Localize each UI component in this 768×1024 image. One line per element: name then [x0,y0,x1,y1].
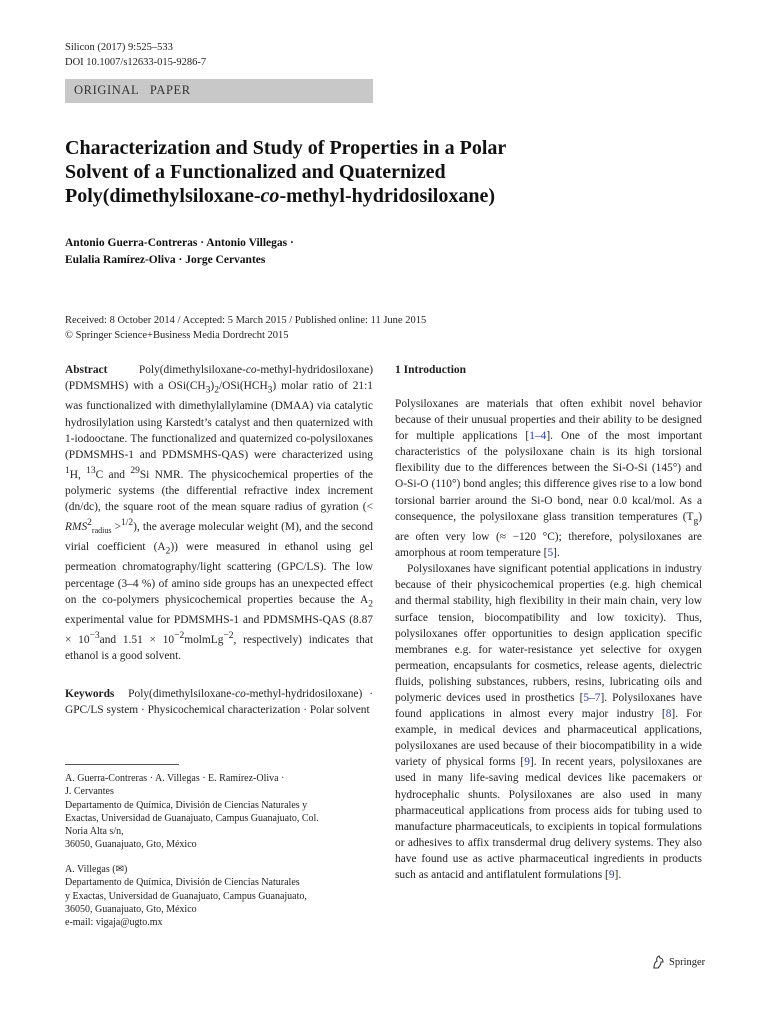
citation-link[interactable]: 9 [524,756,530,769]
publication-history [65,313,426,343]
citation-link[interactable]: 5–7 [583,691,601,704]
affiliation-block-1 [65,772,373,852]
title-line-3: Poly(dimethylsiloxane-co-methyl-hydridosiloxane) [65,185,495,207]
publisher-name: Springer [669,956,706,968]
authors-line-1: Antonio Guerra-Contreras · Antonio Villegas · [65,237,294,249]
citation-link[interactable]: 8 [665,708,672,721]
keywords: Keywords Poly(dimethylsiloxane-co-methyl-hydridosiloxane) · GPC/LS system · Physicochemical characterization · Polar solvent [65,688,373,717]
intro-paragraph-2: Polysiloxanes have significant potential applications in industry because of their physicochemical properties (e.g. high chemical and thermal stability, high flexibility in their main chain, very low surface tension, biocompatibility and low toxicity). Thus, polysiloxanes offer opportunities to design application specific membranes e.g. for water-resistance yet selective for oxygen permeation, encapsulants for cosmetics, release agents, dielectric fluids, polishing substances, rubbers, resins, lubricating oils and polymeric devices used in prosthetics [5–7]. Polysiloxanes have found applications in almost every major industry [8]. For example, in medical devices and pharmaceutical applications, polysiloxanes are used because of their biocompatibility in a wide variety of physical forms [9]. In recent years, polysiloxanes are used in many life-saving medical devices like pacemakers or hydrocephalic shunts. Polysiloxanes are also used in many pharmaceutical applications from process aids for tubing used to manufacture pharmaceuticals, to excipients in topical formulations or adhesives to affix transdermal drug delivery systems. They also have found use as active pharmaceutical ingredients in products such as antacid and antiflatulent formulations [9]. [395,563,702,881]
affiliation-line: 36050, Guanajuato, Gto, México [65,839,197,851]
affiliation-line: Exactas, Universidad de Guanajuato, Campus Guanajuato, Col. [65,812,319,824]
affiliation-line: 36050, Guanajuato, Gto, México [65,903,197,915]
citation-link[interactable]: 1–4 [529,430,547,443]
journal-citation: Silicon (2017) 9:525–533 [65,42,173,53]
affiliation-line: y Exactas, Universidad de Guanajuato, Campus Guanajuato, [65,890,307,902]
section-heading-introduction: 1 Introduction [395,364,467,376]
date-history: Received: 8 October 2014 / Accepted: 5 March 2015 / Published online: 11 June 2015 [65,315,427,326]
email-line[interactable]: e-mail: vigaja@ugto.mx [65,917,163,929]
author-list [65,235,294,269]
keywords-label: Keywords [65,688,115,700]
title-line-1: Characterization and Study of Properties in a Polar [65,137,507,159]
authors-line-2: Eulalia Ramírez-Oliva · Jorge Cervantes [65,254,266,266]
paper-title [65,136,705,208]
journal-header [65,40,206,70]
affiliation-line: A. Villegas (✉) [65,864,128,875]
affiliation-block-2 [65,863,373,929]
article-type-label: ORIGINAL PAPER [74,83,191,97]
affiliation-line: Departamento de Química, División de Ciencias Naturales [65,877,300,889]
affiliation-divider [65,764,179,765]
publisher-logo [652,955,705,969]
citation-link[interactable]: 5 [547,547,554,560]
affiliation-line: A. Guerra-Contreras · A. Villegas · E. Ramírez-Oliva · [65,773,285,784]
introduction-body [395,396,702,883]
doi[interactable]: DOI 10.1007/s12633-015-9286-7 [65,57,207,68]
abstract-label: Abstract [65,364,108,376]
intro-paragraph-1: Polysiloxanes are materials that often exhibit novel behavior because of their unusual properties and their ability to be designed for multiple applications [1–4]. One of the most important characteristics of the polysiloxane chain is its high torsional flexibility due to the differences between the Si-O-Si (145°) and O-Si-O (110°) bond angles; this difference gives rise to a low bond torsional barrier around the Si-O bond, near 0.0 kcal/mol. As a consequence, the polysiloxane glass transition temperatures $(T_g)$ are often very low (≈ −120 °C); therefore, polysiloxanes are amorphous at room temperature [5]. [395,398,703,560]
affiliation-line: J. Cervantes [65,786,114,798]
affiliation-line: Noria Alta s/n, [65,826,124,838]
springer-horse-icon [652,955,665,969]
article-type-badge [65,79,373,103]
affiliation-line: Departamento de Química, División de Ciencias Naturales y [65,799,308,811]
copyright-notice: © Springer Science+Business Media Dordrecht 2015 [65,330,289,341]
abstract: Abstract Poly(dimethylsiloxane-co-methyl-hydridosiloxane) (PDMSMHS) with a $OSi(CH_3)_2/OSi(HCH_3)$ molar ratio of 21:1 was functionalized with dimethylallylamine (DMAA) via catalytic hydrosilylation using Karstedt’s catalyst and then quaternized with 1-iodooctane. The functionalized and quaternized co-polysiloxanes (PDMSMHS-1 and PDMSMHS-QAS) were characterized using $^1$H, $^{13}$C and $^{29}$Si NMR. The physicochemical properties of the polymeric systems (the differential refractive index increment (dn/dc), the square root of the mean square radius of gyration (< $RMS^2_{radius} >^{1/2}$), the average molecular weight (M), and the second virial coefficient $(A_2)$) were measured in ethanol using gel permeation chromatography/light scattering (GPC/LS). The low percentage (3–4 %) of amino side groups has an unexpected effect on the co-polymers physicochemical properties because the $A_2$ experimental value for PDMSMHS-1 and PDMSMHS-QAS ($8.87 \times 10^{-3}and$ $1.51 \times 10^{-2}molmLg^{-2}$, respectively) indicates that ethanol is a good solvent. [65,364,373,663]
title-line-2: Solvent of a Functionalized and Quaternized [65,161,446,183]
citation-link[interactable]: 9 [608,869,615,881]
